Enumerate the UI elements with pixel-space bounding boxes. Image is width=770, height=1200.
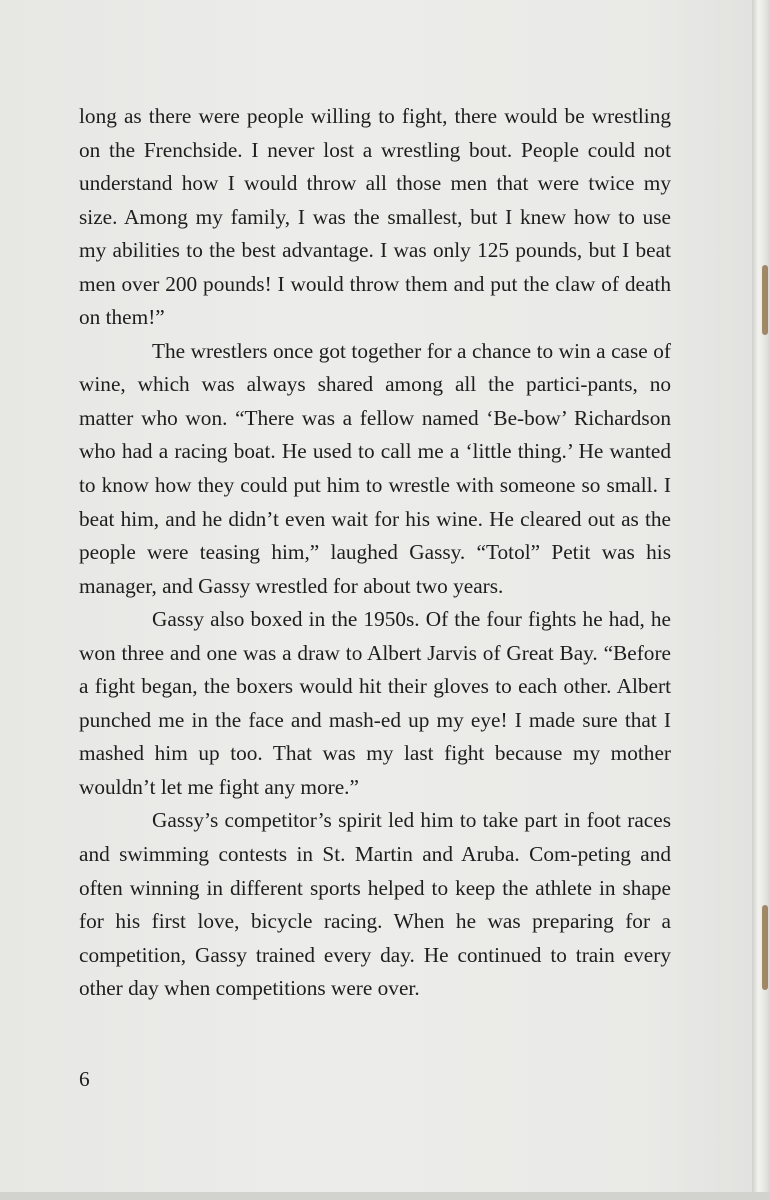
bottom-page-edge bbox=[0, 1192, 770, 1200]
paragraph-1: long as there were people willing to fight, there would be wrestling on the Frenchside. I never lost a wrestling bout. People could not understand how I would throw all those men that were twice my size. Among my family, I was the smallest, but I knew how to use my abilities to the best advantage. I was only 125 pounds, but I beat men over 200 pounds! I would throw them and put the claw of death on them!” bbox=[79, 104, 671, 330]
page-number: 6 bbox=[79, 1067, 90, 1091]
paragraph-4: Gassy’s competitor’s spirit led him to take part in foot races and swimming contests in St. Martin and Aruba. Com-peting and often winning in different sports helped to keep the athlete in shape for his first love, bicycle racing. When he was preparing for a competition, Gassy trained every day. He continued to train every other day when competitions were over. bbox=[79, 808, 671, 1001]
staple-rust-mark bbox=[762, 905, 768, 990]
paragraph-3: Gassy also boxed in the 1950s. Of the four fights he had, he won three and one was a draw to Albert Jarvis of Great Bay. “Before a fight began, the boxers would hit their gloves to each other. Albert punched me in the face and mash-ed up my eye! I made sure that I mashed him up too. That was my last fight because my mother wouldn’t let me fight any more.” bbox=[79, 607, 671, 799]
body-text bbox=[79, 100, 671, 1006]
staple-rust-mark bbox=[762, 265, 768, 335]
paragraph-2: The wrestlers once got together for a chance to win a case of wine, which was always shared among all the partici-pants, no matter who won. “There was a fellow named ‘Be-bow’ Richardson who had a racing boat. He used to call me a ‘little thing.’ He wanted to know how they could put him to wrestle with someone so small. I beat him, and he didn’t even wait for his wine. He cleared out as the people were teasing him,” laughed Gassy. “Totol” Petit was his manager, and Gassy wrestled for about two years. bbox=[79, 338, 671, 598]
next-page-edge bbox=[752, 0, 770, 1200]
